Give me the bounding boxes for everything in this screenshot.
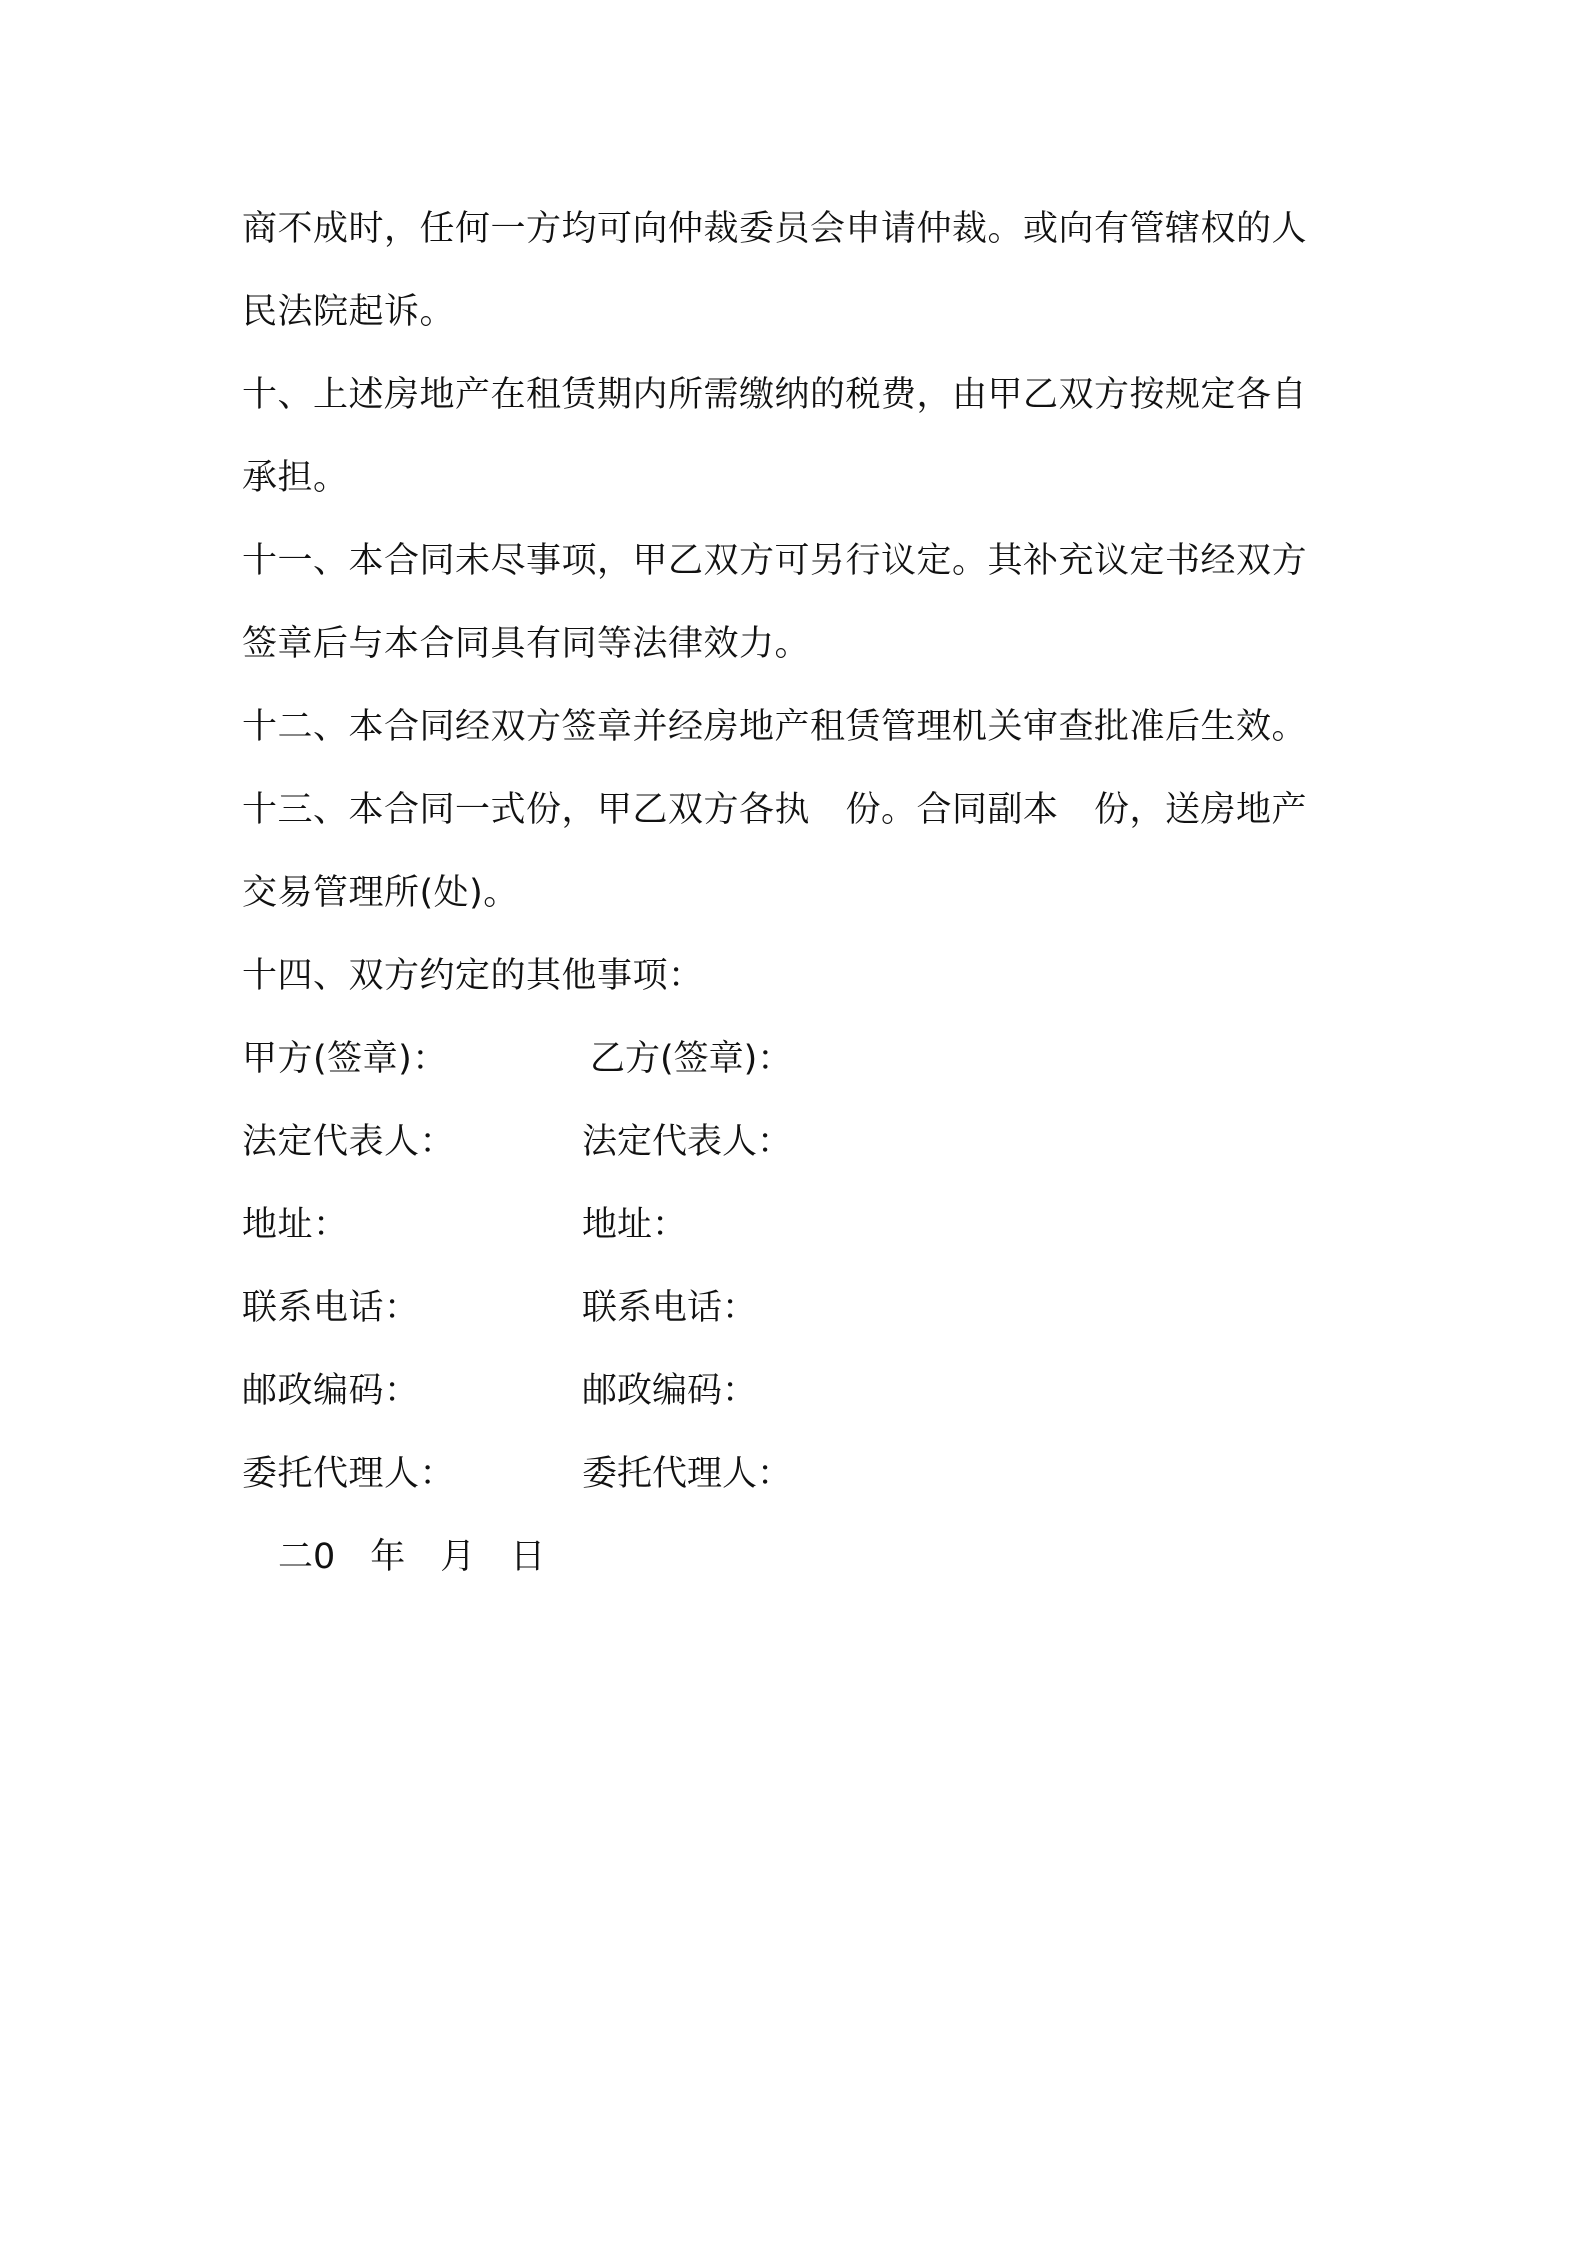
paragraph-arbitration-line-1: 商不成时，任何一方均可向仲裁委员会申请仲裁。或向有管辖权的人 [242, 209, 1308, 249]
clause-13-line-2: 交易管理所(处)。 [242, 873, 519, 913]
party-a-legal-rep-label: 法定代表人： [242, 1122, 456, 1162]
signing-date: 二0 年 月 日 [278, 1537, 546, 1577]
clause-13-line-1: 十三、本合同一式份，甲乙双方各执 份。合同副本 份，送房地产 [242, 790, 1308, 830]
party-a-agent-label: 委托代理人： [242, 1454, 456, 1494]
party-b-address-label: 地址： [582, 1205, 688, 1245]
clause-10-line-2: 承担。 [242, 458, 349, 498]
party-b-legal-rep-label: 法定代表人： [582, 1122, 793, 1162]
party-a-seal-label: 甲方(签章)： [242, 1039, 448, 1079]
party-b-postcode-label: 邮政编码： [582, 1371, 758, 1411]
party-a-phone-label: 联系电话： [242, 1288, 420, 1328]
party-b-phone-label: 联系电话： [582, 1288, 758, 1328]
party-a-postcode-label: 邮政编码： [242, 1371, 420, 1411]
party-b-agent-label: 委托代理人： [582, 1454, 793, 1494]
clause-11-line-1: 十一、本合同未尽事项，甲乙双方可另行议定。其补充议定书经双方 [242, 541, 1308, 581]
party-b-seal-label: 乙方(签章)： [590, 1039, 793, 1079]
clause-10-line-1: 十、上述房地产在租赁期内所需缴纳的税费，由甲乙双方按规定各自 [242, 375, 1308, 415]
clause-12: 十二、本合同经双方签章并经房地产租赁管理机关审查批准后生效。 [242, 707, 1308, 747]
clause-14: 十四、双方约定的其他事项： [242, 956, 704, 996]
clause-11-line-2: 签章后与本合同具有同等法律效力。 [242, 624, 811, 664]
party-a-address-label: 地址： [242, 1205, 349, 1245]
paragraph-arbitration-line-2: 民法院起诉。 [242, 292, 456, 332]
